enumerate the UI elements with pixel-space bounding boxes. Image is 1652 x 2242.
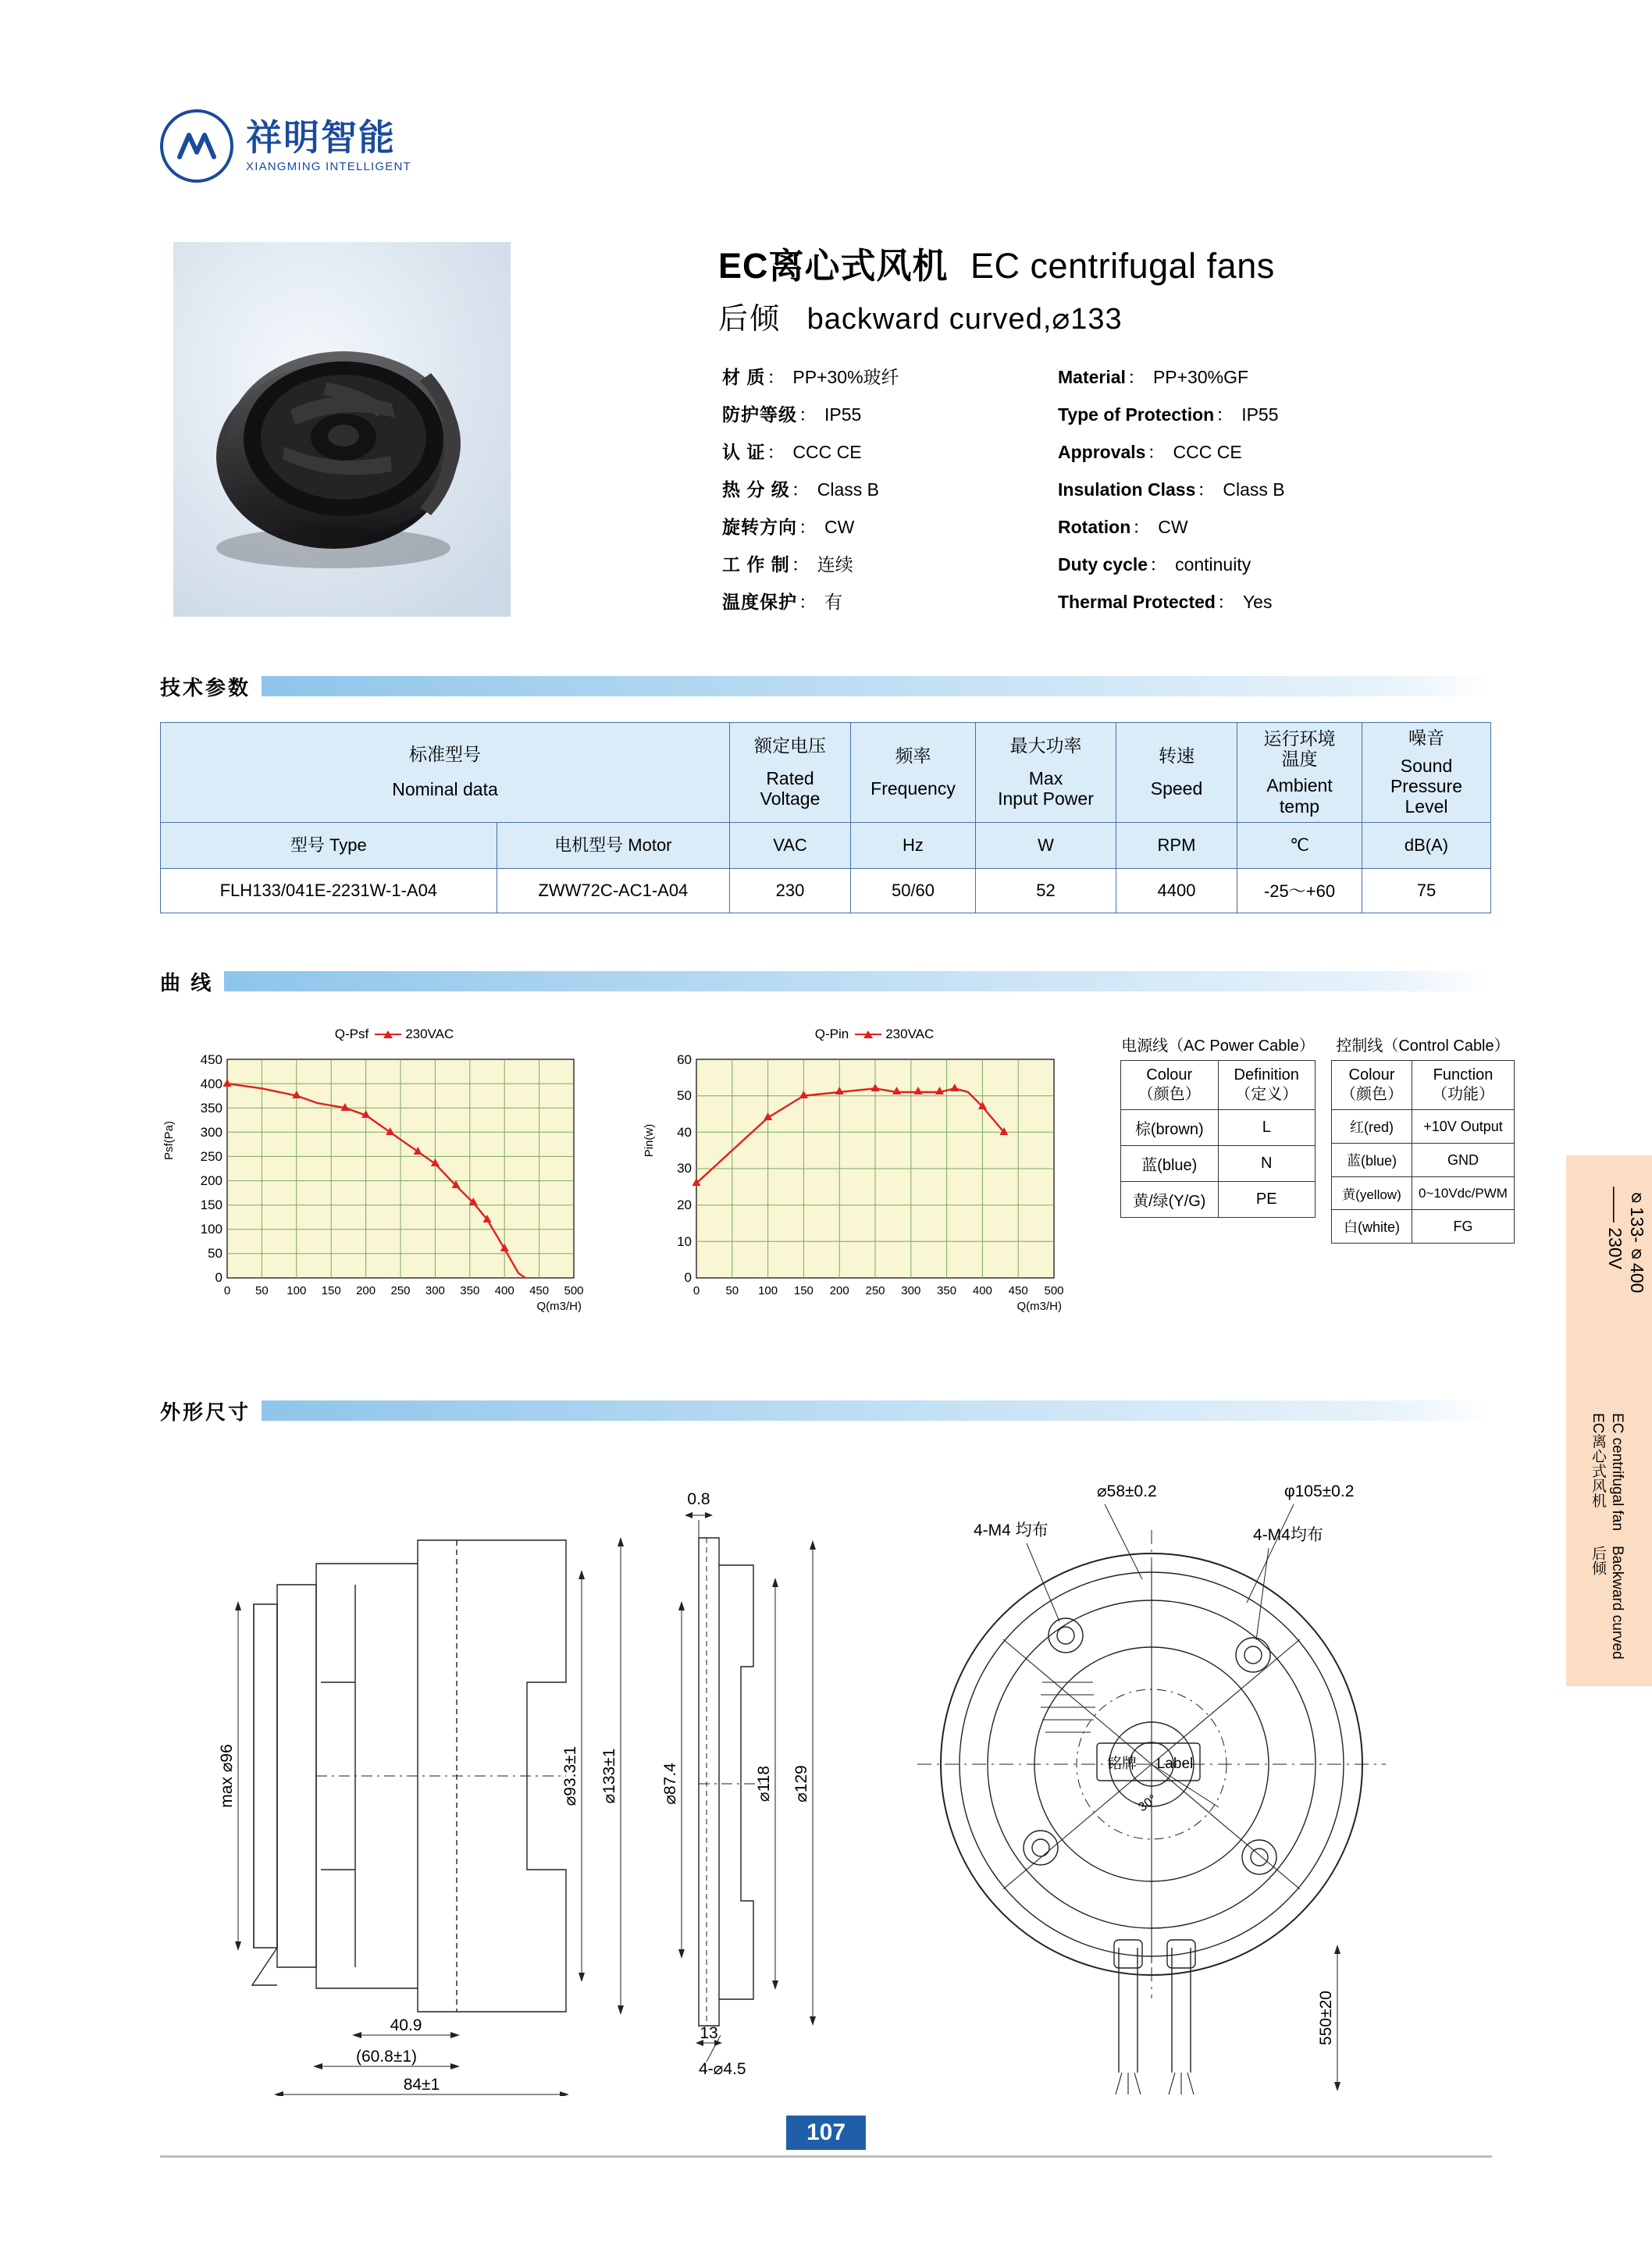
table-row <box>1121 1182 1316 1218</box>
side-tab-curve-cn: 后倾 <box>1590 1546 1606 1575</box>
spec-thermal-cn: 温度保护 ： 有 <box>722 592 842 612</box>
svg-text:⌀133±1: ⌀133±1 <box>600 1748 618 1804</box>
cell-type: FLH133/041E-2231W-1-A04 <box>161 868 497 913</box>
svg-text:⌀93.3±1: ⌀93.3±1 <box>561 1746 579 1806</box>
svg-text:350: 350 <box>460 1284 480 1297</box>
title-line1-en: EC centrifugal fans <box>970 246 1275 286</box>
svg-text:150: 150 <box>321 1284 341 1297</box>
section-curves <box>160 968 1491 995</box>
chart-q-psf-legend: 230VAC <box>375 1027 454 1042</box>
spec-protection-en: Type of Protection ： IP55 <box>1058 404 1279 425</box>
table-unit-row <box>161 822 1491 868</box>
svg-text:100: 100 <box>758 1284 778 1297</box>
power-cable-header-definition: Definition （定义） <box>1218 1061 1316 1110</box>
side-tab <box>1566 1155 1652 1686</box>
svg-text:100: 100 <box>200 1222 223 1237</box>
brand-name-cn: 祥明智能 <box>246 117 396 158</box>
spec-list <box>722 363 1511 614</box>
header-rated-voltage: 额定电压 Rated Voltage <box>730 723 851 823</box>
page-number: 107 <box>786 2116 866 2150</box>
svg-text:Pin(w): Pin(w) <box>643 1123 656 1158</box>
svg-text:200: 200 <box>200 1173 223 1188</box>
drawing-front-view <box>917 1482 1386 2094</box>
svg-text:450: 450 <box>529 1284 550 1297</box>
section-tech-label: 技术参数 <box>160 672 262 701</box>
unit-celsius: ℃ <box>1237 822 1362 868</box>
spec-insulation-en: Insulation Class ： Class B <box>1058 479 1285 500</box>
table-header-row <box>161 723 1491 823</box>
spec-duty-cn: 工 作 制 ： 连续 <box>722 554 853 575</box>
table-row <box>1332 1177 1515 1210</box>
svg-text:300: 300 <box>901 1284 921 1297</box>
control-cable-colour-white: 白(white) <box>1332 1210 1412 1244</box>
cell-speed: 4400 <box>1116 868 1237 913</box>
section-bar <box>224 971 1491 991</box>
control-cable-colour-yellow: 黄(yellow) <box>1332 1177 1412 1210</box>
svg-text:100: 100 <box>287 1284 307 1297</box>
svg-text:350: 350 <box>200 1101 223 1116</box>
svg-text:Q(m3/H): Q(m3/H) <box>1016 1300 1062 1313</box>
svg-text:0: 0 <box>215 1270 223 1285</box>
unit-type: 型号 Type <box>161 822 497 868</box>
unit-vac: VAC <box>730 822 851 868</box>
control-cable-table <box>1331 1033 1515 1244</box>
svg-text:60: 60 <box>677 1052 692 1067</box>
svg-text:550±20: 550±20 <box>1317 1991 1335 2045</box>
side-tab-voltage: —— 230V <box>1605 1187 1625 1270</box>
svg-text:500: 500 <box>1044 1284 1064 1297</box>
power-cable-header-row <box>1121 1061 1316 1110</box>
cell-frequency: 50/60 <box>851 868 976 913</box>
svg-text:⌀58±0.2: ⌀58±0.2 <box>1097 1482 1157 1500</box>
power-cable-colour-yg: 黄/绿(Y/G) <box>1121 1182 1219 1218</box>
control-cable-fn-gnd: GND <box>1412 1144 1514 1177</box>
svg-text:250: 250 <box>865 1284 885 1297</box>
svg-text:350: 350 <box>937 1284 957 1297</box>
side-tab-product-en: EC centrifugal fan <box>1609 1413 1625 1532</box>
unit-hz: Hz <box>851 822 976 868</box>
table-row <box>1332 1110 1515 1144</box>
spec-column-en <box>1058 363 1495 614</box>
title-line1-cn: EC离心式风机 <box>718 246 949 286</box>
table-row <box>1121 1146 1316 1182</box>
company-logo <box>160 109 411 183</box>
dimension-drawings <box>160 1448 1503 2096</box>
svg-text:250: 250 <box>200 1149 223 1164</box>
svg-text:250: 250 <box>390 1284 411 1297</box>
spec-protection-cn: 防护等级 ： IP55 <box>722 404 862 425</box>
svg-text:⌀129: ⌀129 <box>792 1765 810 1802</box>
svg-text:400: 400 <box>200 1077 223 1091</box>
header-ambient-temp: 运行环境 温度 Ambient temp <box>1237 723 1362 823</box>
svg-text:400: 400 <box>494 1284 514 1297</box>
svg-text:150: 150 <box>793 1284 814 1297</box>
svg-text:Q(m3/H): Q(m3/H) <box>536 1300 582 1313</box>
control-cable-fn-fg: FG <box>1412 1210 1514 1244</box>
svg-text:4-⌀4.5: 4-⌀4.5 <box>699 2060 746 2078</box>
power-cable-colour-brown: 棕(brown) <box>1121 1110 1219 1146</box>
svg-text:Label: Label <box>1156 1756 1194 1772</box>
header-max-power: 最大功率 Max Input Power <box>976 723 1116 823</box>
svg-text:20: 20 <box>677 1198 692 1212</box>
title-line2-cn: 后倾 <box>718 302 781 336</box>
control-cable-fn-pwm: 0~10Vdc/PWM <box>1412 1177 1514 1210</box>
cell-noise: 75 <box>1362 868 1491 913</box>
svg-text:50: 50 <box>255 1284 269 1297</box>
chart-q-psf-plot <box>160 1047 628 1316</box>
svg-text:⌀118: ⌀118 <box>755 1765 773 1802</box>
spec-rotation-en: Rotation ： CW <box>1058 517 1188 537</box>
svg-text:200: 200 <box>356 1284 376 1297</box>
cell-power: 52 <box>976 868 1116 913</box>
chart-q-psf-title: Q-Psf 230VAC <box>334 1027 454 1041</box>
svg-text:50: 50 <box>677 1088 692 1103</box>
svg-text:300: 300 <box>425 1284 445 1297</box>
svg-text:450: 450 <box>1008 1284 1028 1297</box>
side-tab-size: ⌀133-⌀400 <box>1627 1187 1647 1294</box>
svg-text:30: 30 <box>677 1161 692 1176</box>
svg-text:0.8: 0.8 <box>687 1490 710 1508</box>
cell-voltage: 230 <box>730 868 851 913</box>
drawing-left-view <box>218 1537 624 2096</box>
spec-table <box>160 722 1491 913</box>
header-frequency: 频率 Frequency <box>851 723 976 823</box>
svg-text:50: 50 <box>725 1284 739 1297</box>
power-cable-caption: 电源线（AC Power Cable） <box>1121 1037 1315 1055</box>
product-photo <box>173 242 511 617</box>
spec-insulation-cn: 热 分 级 ： Class B <box>722 479 880 500</box>
control-cable-header-row <box>1332 1061 1515 1110</box>
chart-q-psf <box>160 1027 628 1320</box>
control-cable-colour-blue: 蓝(blue) <box>1332 1144 1412 1177</box>
svg-text:⌀87.4: ⌀87.4 <box>661 1763 679 1805</box>
spec-thermal-en: Thermal Protected ： Yes <box>1058 592 1273 612</box>
svg-text:400: 400 <box>972 1284 992 1297</box>
brand-name-en: XIANGMING INTELLIGENT <box>246 159 411 173</box>
spec-duty-en: Duty cycle ： continuity <box>1058 554 1251 575</box>
svg-text:10: 10 <box>677 1234 692 1249</box>
side-tab-curve-en: Backward curved <box>1609 1546 1625 1660</box>
section-bar <box>262 1400 1491 1421</box>
svg-text:φ105±0.2: φ105±0.2 <box>1284 1482 1355 1500</box>
svg-text:(60.8±1): (60.8±1) <box>355 2048 418 2066</box>
chart-q-pin-plot <box>640 1047 1109 1316</box>
spec-approvals-en: Approvals ： CCC CE <box>1058 442 1242 462</box>
footer-divider <box>160 2155 1492 2158</box>
power-cable-header-colour: Colour （颜色） <box>1121 1061 1219 1110</box>
spec-material-en: Material ： PP+30%GF <box>1058 367 1249 387</box>
section-curve-label: 曲 线 <box>160 967 224 996</box>
power-cable-colour-blue: 蓝(blue) <box>1121 1146 1219 1182</box>
section-dimensions <box>160 1397 1491 1424</box>
header-sound-level: 噪音 Sound Pressure Level <box>1362 723 1491 823</box>
drawing-mid-view <box>661 1490 816 2078</box>
chart-q-pin-legend: 230VAC <box>855 1027 934 1042</box>
cell-motor: ZWW72C-AC1-A04 <box>497 868 729 913</box>
control-cable-header-function: Function （功能） <box>1412 1061 1514 1110</box>
section-dimension-label: 外形尺寸 <box>160 1397 262 1425</box>
svg-text:0: 0 <box>223 1284 231 1297</box>
table-row <box>1121 1110 1316 1146</box>
title-line2-en: backward curved,⌀133 <box>806 302 1123 336</box>
power-cable-def-l: L <box>1218 1110 1316 1146</box>
svg-text:4-M4均布: 4-M4均布 <box>1253 1526 1323 1544</box>
control-cable-colour-red: 红(red) <box>1332 1110 1412 1144</box>
curves-area <box>160 1027 1510 1331</box>
svg-text:max ⌀96: max ⌀96 <box>218 1744 236 1808</box>
table-row <box>1332 1144 1515 1177</box>
unit-dba: dB(A) <box>1362 822 1491 868</box>
control-cable-caption: 控制线（Control Cable） <box>1336 1037 1510 1055</box>
product-title <box>718 246 1499 337</box>
unit-w: W <box>976 822 1116 868</box>
svg-text:40.9: 40.9 <box>390 2016 422 2034</box>
side-tab-product-cn: EC离心式风机 <box>1590 1413 1606 1508</box>
power-cable-def-n: N <box>1218 1146 1316 1182</box>
cell-temp: -25～+60 <box>1237 868 1362 913</box>
section-tech-params <box>160 673 1491 699</box>
spec-approvals-cn: 认 证 ： CCC CE <box>722 442 862 462</box>
svg-text:150: 150 <box>200 1198 223 1212</box>
svg-text:0: 0 <box>692 1284 700 1297</box>
svg-text:300: 300 <box>200 1125 223 1140</box>
table-row <box>161 868 1491 913</box>
spec-material-cn: 材 质 ： PP+30%玻纤 <box>722 367 899 387</box>
svg-text:30°: 30° <box>1136 1792 1159 1815</box>
chart-q-pin-title: Q-Pin 230VAC <box>814 1027 935 1041</box>
svg-text:84±1: 84±1 <box>403 2076 440 2094</box>
svg-text:Psf(Pa): Psf(Pa) <box>162 1120 176 1161</box>
section-bar <box>262 676 1491 696</box>
spec-rotation-cn: 旋转方向 ： CW <box>722 517 855 537</box>
chart-q-pin <box>640 1027 1109 1320</box>
header-speed: 转速 Speed <box>1116 723 1237 823</box>
svg-text:0: 0 <box>684 1270 692 1285</box>
control-cable-fn-10v: +10V Output <box>1412 1110 1514 1144</box>
unit-rpm: RPM <box>1116 822 1237 868</box>
control-cable-header-colour: Colour （颜色） <box>1332 1061 1412 1110</box>
logo-mark-icon <box>160 109 233 183</box>
svg-text:50: 50 <box>208 1246 223 1261</box>
spec-column-cn <box>722 363 1058 614</box>
svg-text:13: 13 <box>700 2024 718 2042</box>
svg-text:200: 200 <box>829 1284 849 1297</box>
header-nominal: 标准型号 Nominal data <box>161 723 730 823</box>
svg-text:500: 500 <box>564 1284 584 1297</box>
svg-text:450: 450 <box>200 1052 223 1067</box>
power-cable-table <box>1120 1033 1316 1218</box>
table-row <box>1332 1210 1515 1244</box>
svg-text:4-M4 均布: 4-M4 均布 <box>974 1521 1049 1539</box>
svg-text:40: 40 <box>677 1125 692 1140</box>
unit-motor: 电机型号 Motor <box>497 822 729 868</box>
svg-text:铭牌: 铭牌 <box>1106 1756 1138 1772</box>
power-cable-def-pe: PE <box>1218 1182 1316 1218</box>
